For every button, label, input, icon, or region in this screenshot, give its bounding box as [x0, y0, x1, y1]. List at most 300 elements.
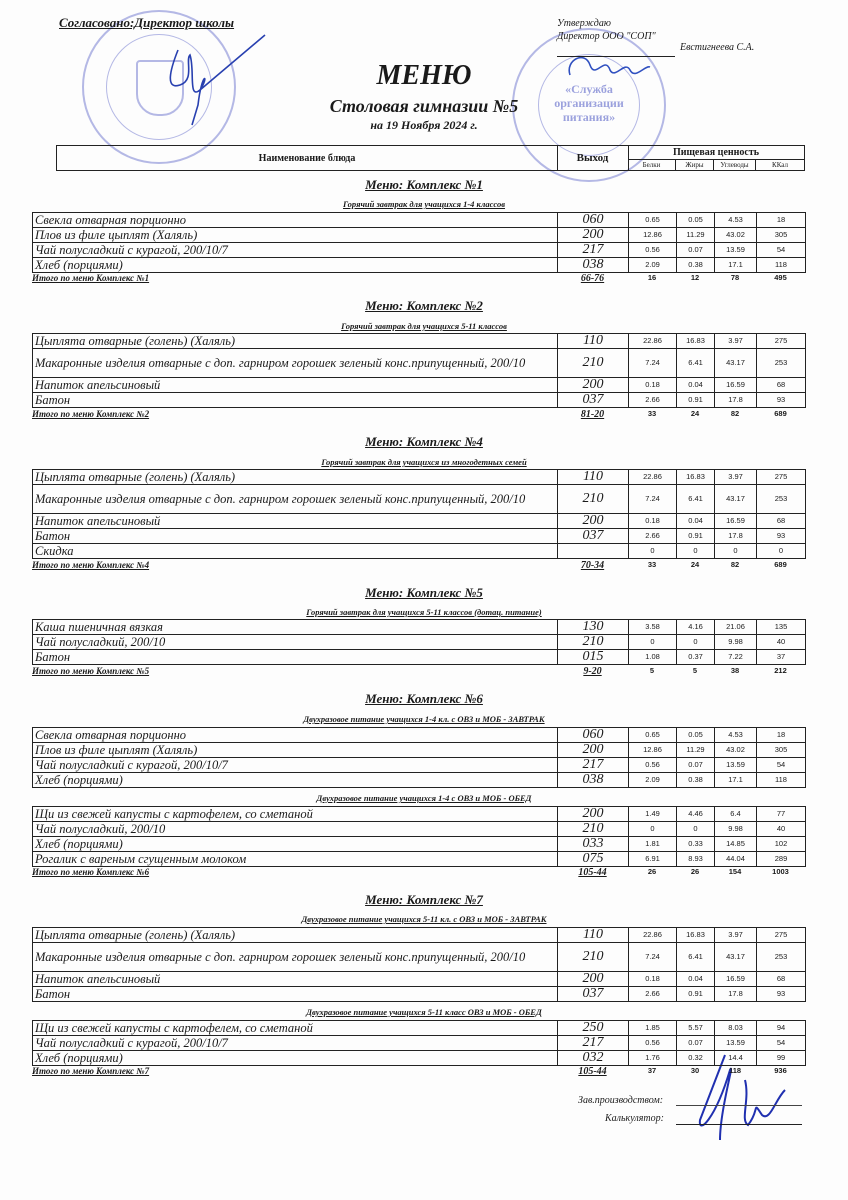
dish-name: Чай полусладкий, 200/10 — [33, 822, 558, 837]
total-label: Итого по меню Комплекс №4 — [32, 560, 150, 570]
total-kcal: 689 — [774, 409, 787, 418]
proteins-value: 2.66 — [629, 529, 677, 544]
total-proteins: 26 — [647, 867, 657, 876]
proteins-value: 0.56 — [629, 758, 677, 773]
col-carbs: Углеводы — [714, 160, 756, 171]
table-row — [33, 470, 806, 485]
carbs-value: 21.06 — [715, 620, 757, 635]
dish-output: 210 — [558, 349, 629, 378]
dish-table — [32, 927, 806, 1002]
fats-value: 0.91 — [677, 393, 715, 408]
fats-value: 0.38 — [677, 258, 715, 273]
fats-value: 4.46 — [677, 807, 715, 822]
table-row — [33, 228, 806, 243]
total-carbs: 38 — [730, 666, 740, 675]
fats-value: 0.32 — [677, 1051, 715, 1066]
proteins-value: 1.49 — [629, 807, 677, 822]
dish-name: Хлеб (порциями) — [33, 837, 558, 852]
dish-output: 130 — [558, 620, 629, 635]
proteins-value: 22.86 — [629, 928, 677, 943]
stamp-text-line: «Служба — [565, 82, 613, 96]
total-fats: 24 — [690, 560, 700, 569]
total-proteins: 33 — [647, 409, 657, 418]
dish-name: Напиток апельсиновый — [33, 378, 558, 393]
dish-name: Цыплята отварные (голень) (Халяль) — [33, 334, 558, 349]
carbs-value: 44.04 — [715, 852, 757, 867]
kcal-value: 118 — [757, 258, 806, 273]
carbs-value: 17.8 — [715, 529, 757, 544]
signature-line — [557, 56, 675, 57]
proteins-value: 0.56 — [629, 243, 677, 258]
col-fats: Жиры — [676, 160, 714, 171]
dish-table — [32, 469, 806, 559]
total-carbs: 82 — [730, 560, 740, 569]
carbs-value: 7.22 — [715, 650, 757, 665]
carbs-value: 43.02 — [715, 228, 757, 243]
carbs-value: 3.97 — [715, 470, 757, 485]
kcal-value: 68 — [757, 972, 806, 987]
total-price: 81-20 — [580, 409, 605, 420]
proteins-value: 3.58 — [629, 620, 677, 635]
section-total — [32, 409, 805, 421]
col-nutrition — [628, 146, 804, 170]
stamp-text-line: организации — [554, 96, 624, 110]
carbs-value: 17.1 — [715, 258, 757, 273]
table-row — [33, 943, 806, 972]
page-title: МЕНЮ — [376, 60, 472, 91]
dish-table — [32, 806, 806, 867]
table-row — [33, 243, 806, 258]
fats-value: 6.41 — [677, 485, 715, 514]
dish-output: 110 — [558, 470, 629, 485]
proteins-value: 7.24 — [629, 485, 677, 514]
fats-value: 0 — [677, 822, 715, 837]
proteins-value: 1.08 — [629, 650, 677, 665]
table-row — [33, 529, 806, 544]
col-kcal: ККал — [772, 161, 788, 169]
fats-value: 8.93 — [677, 852, 715, 867]
carbs-value: 3.97 — [715, 334, 757, 349]
dish-output: 200 — [558, 228, 629, 243]
carbs-value: 9.98 — [715, 635, 757, 650]
dish-name: Напиток апельсиновый — [33, 514, 558, 529]
section-total — [32, 867, 805, 879]
proteins-value: 0.65 — [629, 728, 677, 743]
section-title: Меню: Комплекс №2 — [365, 298, 483, 313]
total-carbs: 118 — [728, 1066, 742, 1075]
table-row — [33, 620, 806, 635]
dish-output: 037 — [558, 393, 629, 408]
dish-table — [32, 727, 806, 788]
proteins-value: 0.18 — [629, 514, 677, 529]
kcal-value: 305 — [757, 228, 806, 243]
kcal-value: 102 — [757, 837, 806, 852]
group-subtitle: Горячий завтрак для учащихся из многодетных семей — [321, 457, 527, 467]
dish-name: Рогалик с вареным сгущенным молоком — [33, 852, 558, 867]
table-row — [33, 852, 806, 867]
dish-name: Чай полусладкий с курагой, 200/10/7 — [33, 1036, 558, 1051]
dish-name: Щи из свежей капусты с картофелем, со сметаной — [33, 1021, 558, 1036]
section-title: Меню: Комплекс №1 — [365, 177, 483, 192]
carbs-value: 0 — [715, 544, 757, 559]
table-row — [33, 650, 806, 665]
dish-name: Напиток апельсиновый — [33, 972, 558, 987]
dish-name: Свекла отварная порционно — [33, 213, 558, 228]
total-fats: 5 — [692, 666, 698, 675]
total-kcal: 495 — [774, 273, 787, 282]
carbs-value: 13.59 — [715, 758, 757, 773]
total-kcal: 936 — [774, 1066, 787, 1075]
col-dish-name: Наименование блюда — [57, 146, 558, 170]
dish-output: 110 — [558, 928, 629, 943]
carbs-value: 17.1 — [715, 773, 757, 788]
group-subtitle: Двухразовое питание учащихся 5-11 класс ОВЗ и МОБ - ОБЕД — [306, 1007, 542, 1017]
stamp-text-line: питания» — [562, 110, 616, 124]
table-row — [33, 213, 806, 228]
proteins-value: 2.09 — [629, 258, 677, 273]
kcal-value: 94 — [757, 1021, 806, 1036]
proteins-value: 12.86 — [629, 743, 677, 758]
carbs-value: 3.97 — [715, 928, 757, 943]
kcal-value: 93 — [757, 529, 806, 544]
fats-value: 0.07 — [677, 758, 715, 773]
fats-value: 0.07 — [677, 243, 715, 258]
table-row — [33, 393, 806, 408]
total-carbs: 82 — [730, 409, 740, 418]
total-proteins: 33 — [647, 560, 657, 569]
group-subtitle: Горячий завтрак для учащихся 5-11 классов — [341, 321, 507, 331]
carbs-value: 13.59 — [715, 243, 757, 258]
proteins-value: 2.66 — [629, 987, 677, 1002]
fats-value: 16.83 — [677, 928, 715, 943]
table-row — [33, 822, 806, 837]
carbs-value: 4.53 — [715, 213, 757, 228]
production-head-signature-line — [676, 1105, 802, 1106]
dish-name: Хлеб (порциями) — [33, 1051, 558, 1066]
menu-date: на 19 Ноября 2024 г. — [370, 118, 478, 132]
dish-table — [32, 212, 806, 273]
dish-name: Батон — [33, 393, 558, 408]
total-proteins: 16 — [647, 273, 657, 282]
dish-output: 210 — [558, 635, 629, 650]
dish-output: 200 — [558, 807, 629, 822]
proteins-value: 0 — [629, 635, 677, 650]
kcal-value: 54 — [757, 1036, 806, 1051]
section-title: Меню: Комплекс №6 — [365, 691, 483, 706]
table-row — [33, 972, 806, 987]
fats-value: 0.38 — [677, 773, 715, 788]
carbs-value: 13.59 — [715, 1036, 757, 1051]
section-total — [32, 1066, 805, 1078]
dish-name: Батон — [33, 529, 558, 544]
kcal-value: 68 — [757, 378, 806, 393]
table-row — [33, 485, 806, 514]
calculator-signature-line — [676, 1124, 802, 1125]
table-row — [33, 987, 806, 1002]
dish-table — [32, 1020, 806, 1066]
fats-value: 16.83 — [677, 470, 715, 485]
proteins-value: 12.86 — [629, 228, 677, 243]
kcal-value: 54 — [757, 758, 806, 773]
carbs-value: 8.03 — [715, 1021, 757, 1036]
fats-value: 0 — [677, 544, 715, 559]
dish-output: 200 — [558, 972, 629, 987]
table-row — [33, 773, 806, 788]
dish-name: Макаронные изделия отварные с доп. гарниром горошек зеленый конс.припущенный, 200/10 — [33, 485, 558, 514]
kcal-value: 54 — [757, 243, 806, 258]
table-row — [33, 1021, 806, 1036]
proteins-value: 0.18 — [629, 972, 677, 987]
total-fats: 24 — [690, 409, 700, 418]
total-price: 66-76 — [580, 273, 605, 284]
carbs-value: 43.17 — [715, 943, 757, 972]
dish-output: 217 — [558, 758, 629, 773]
kcal-value: 275 — [757, 334, 806, 349]
proteins-value: 22.86 — [629, 470, 677, 485]
fats-value: 0.04 — [677, 972, 715, 987]
col-nutrition-title: Пищевая ценность — [628, 146, 804, 160]
table-row — [33, 928, 806, 943]
dish-name: Свекла отварная порционно — [33, 728, 558, 743]
fats-value: 0.91 — [677, 987, 715, 1002]
carbs-value: 16.59 — [715, 972, 757, 987]
section-total — [32, 560, 805, 572]
kcal-value: 37 — [757, 650, 806, 665]
total-label: Итого по меню Комплекс №1 — [32, 273, 150, 283]
proteins-value: 2.66 — [629, 393, 677, 408]
table-row — [33, 758, 806, 773]
total-fats: 26 — [690, 867, 700, 876]
carbs-value: 14.85 — [715, 837, 757, 852]
table-row — [33, 837, 806, 852]
dish-name: Щи из свежей капусты с картофелем, со сметаной — [33, 807, 558, 822]
dish-output: 217 — [558, 1036, 629, 1051]
proteins-value: 1.81 — [629, 837, 677, 852]
kcal-value: 253 — [757, 485, 806, 514]
total-price: 105-44 — [578, 867, 607, 878]
total-price: 70-34 — [580, 560, 605, 571]
calculator-label: Калькулятор: — [605, 1113, 664, 1124]
dish-output: 210 — [558, 822, 629, 837]
proteins-value: 2.09 — [629, 773, 677, 788]
fats-value: 16.83 — [677, 334, 715, 349]
fats-value: 5.57 — [677, 1021, 715, 1036]
total-price: 9-20 — [583, 666, 602, 677]
proteins-value: 22.86 — [629, 334, 677, 349]
dish-name: Каша пшеничная вязкая — [33, 620, 558, 635]
kcal-value: 93 — [757, 393, 806, 408]
dish-name: Чай полусладкий, 200/10 — [33, 635, 558, 650]
total-label: Итого по меню Комплекс №6 — [32, 867, 150, 877]
approver-position: Директор ООО "СОП" — [557, 31, 656, 42]
total-carbs: 78 — [730, 273, 740, 282]
production-head-label: Зав.производством: — [578, 1095, 664, 1106]
col-proteins: Белки — [628, 160, 676, 171]
dish-name: Хлеб (порциями) — [33, 773, 558, 788]
dish-name: Макаронные изделия отварные с доп. гарниром горошек зеленый конс.припущенный, 200/10 — [33, 943, 558, 972]
kcal-value: 77 — [757, 807, 806, 822]
carbs-value: 14.4 — [715, 1051, 757, 1066]
dish-output: 075 — [558, 852, 629, 867]
fats-value: 0.04 — [677, 514, 715, 529]
kcal-value: 275 — [757, 470, 806, 485]
table-row — [33, 1051, 806, 1066]
dish-table — [32, 333, 806, 408]
table-row — [33, 544, 806, 559]
total-fats: 12 — [690, 273, 700, 282]
total-kcal: 689 — [774, 560, 787, 569]
table-row — [33, 349, 806, 378]
table-row — [33, 728, 806, 743]
dish-output: 210 — [558, 943, 629, 972]
dish-output: 038 — [558, 773, 629, 788]
dish-output: 037 — [558, 529, 629, 544]
proteins-value: 6.91 — [629, 852, 677, 867]
section-total — [32, 666, 805, 678]
dish-name: Чай полусладкий с курагой, 200/10/7 — [33, 758, 558, 773]
kcal-value: 305 — [757, 743, 806, 758]
table-row — [33, 1036, 806, 1051]
carbs-value: 17.8 — [715, 393, 757, 408]
total-price: 105-44 — [578, 1066, 607, 1077]
dish-name: Плов из филе цыплят (Халяль) — [33, 743, 558, 758]
kcal-value: 0 — [757, 544, 806, 559]
section-title: Меню: Комплекс №5 — [365, 585, 483, 600]
fats-value: 0.07 — [677, 1036, 715, 1051]
kcal-value: 93 — [757, 987, 806, 1002]
dish-output: 210 — [558, 485, 629, 514]
group-subtitle: Горячий завтрак для учащихся 1-4 классов — [342, 199, 506, 209]
group-subtitle: Двухразовое питание учащихся 1-4 кл. с ОВЗ и МОБ - ЗАВТРАК — [303, 714, 545, 724]
fats-value: 11.29 — [677, 743, 715, 758]
fats-value: 6.41 — [677, 349, 715, 378]
total-carbs: 154 — [728, 867, 742, 876]
table-row — [33, 743, 806, 758]
table-row — [33, 334, 806, 349]
dish-output: 038 — [558, 258, 629, 273]
total-fats: 30 — [690, 1066, 700, 1075]
dish-output: 250 — [558, 1021, 629, 1036]
approve-label: Утверждаю — [557, 18, 611, 29]
dish-table — [32, 619, 806, 665]
fats-value: 0.91 — [677, 529, 715, 544]
dish-output: 200 — [558, 378, 629, 393]
carbs-value: 43.17 — [715, 349, 757, 378]
dish-output: 200 — [558, 743, 629, 758]
dish-name: Макаронные изделия отварные с доп. гарниром горошек зеленый конс.припущенный, 200/10 — [33, 349, 558, 378]
fats-value: 6.41 — [677, 943, 715, 972]
dish-output: 033 — [558, 837, 629, 852]
table-row — [33, 258, 806, 273]
kcal-value: 40 — [757, 822, 806, 837]
kcal-value: 68 — [757, 514, 806, 529]
dish-output: 037 — [558, 987, 629, 1002]
total-label: Итого по меню Комплекс №5 — [32, 666, 150, 676]
dish-name: Скидка — [33, 544, 558, 559]
dish-name: Цыплята отварные (голень) (Халяль) — [33, 928, 558, 943]
proteins-value: 0.56 — [629, 1036, 677, 1051]
fats-value: 4.16 — [677, 620, 715, 635]
dish-output: 060 — [558, 213, 629, 228]
total-proteins: 37 — [647, 1066, 657, 1075]
dish-output: 217 — [558, 243, 629, 258]
kcal-value: 40 — [757, 635, 806, 650]
proteins-value: 0 — [629, 822, 677, 837]
carbs-value: 4.53 — [715, 728, 757, 743]
proteins-value: 0.18 — [629, 378, 677, 393]
carbs-value: 9.98 — [715, 822, 757, 837]
kcal-value: 99 — [757, 1051, 806, 1066]
fats-value: 0.05 — [677, 728, 715, 743]
dish-name: Батон — [33, 987, 558, 1002]
proteins-value: 0.65 — [629, 213, 677, 228]
carbs-value: 16.59 — [715, 514, 757, 529]
table-row — [33, 807, 806, 822]
dish-output: 015 — [558, 650, 629, 665]
page-subtitle: Столовая гимназии №5 — [329, 96, 519, 116]
kcal-value: 289 — [757, 852, 806, 867]
dish-name: Плов из филе цыплят (Халяль) — [33, 228, 558, 243]
group-subtitle: Двухразовое питание учащихся 1-4 с ОВЗ и МОБ - ОБЕД — [316, 793, 532, 803]
carbs-value: 43.17 — [715, 485, 757, 514]
agreed-by-director: Согласовано:Директор школы — [59, 15, 235, 30]
dish-name: Цыплята отварные (голень) (Халяль) — [33, 470, 558, 485]
table-row — [33, 635, 806, 650]
dish-output: 032 — [558, 1051, 629, 1066]
dish-output: 200 — [558, 514, 629, 529]
proteins-value: 7.24 — [629, 349, 677, 378]
fats-value: 0.33 — [677, 837, 715, 852]
section-title: Меню: Комплекс №4 — [365, 434, 483, 449]
total-kcal: 1003 — [772, 867, 789, 876]
kcal-value: 253 — [757, 349, 806, 378]
kcal-value: 253 — [757, 943, 806, 972]
column-header — [56, 145, 805, 171]
dish-name: Чай полусладкий с курагой, 200/10/7 — [33, 243, 558, 258]
dish-name: Хлеб (порциями) — [33, 258, 558, 273]
fats-value: 0.37 — [677, 650, 715, 665]
kcal-value: 275 — [757, 928, 806, 943]
fats-value: 0.04 — [677, 378, 715, 393]
table-row — [33, 514, 806, 529]
kcal-value: 18 — [757, 728, 806, 743]
dish-output: 110 — [558, 334, 629, 349]
proteins-value: 0 — [629, 544, 677, 559]
section-total — [32, 273, 805, 285]
carbs-value: 16.59 — [715, 378, 757, 393]
group-subtitle: Двухразовое питание учащихся 5-11 кл. с ОВЗ и МОБ - ЗАВТРАК — [301, 914, 547, 924]
carbs-value: 43.02 — [715, 743, 757, 758]
proteins-value: 1.85 — [629, 1021, 677, 1036]
dish-output: 060 — [558, 728, 629, 743]
section-title: Меню: Комплекс №7 — [365, 892, 483, 907]
col-output: Выход — [557, 146, 629, 170]
total-label: Итого по меню Комплекс №2 — [32, 409, 150, 419]
carbs-value: 17.8 — [715, 987, 757, 1002]
total-kcal: 212 — [774, 666, 787, 675]
fats-value: 0 — [677, 635, 715, 650]
fats-value: 11.29 — [677, 228, 715, 243]
total-label: Итого по меню Комплекс №7 — [32, 1066, 150, 1076]
dish-output — [558, 544, 629, 559]
kcal-value: 118 — [757, 773, 806, 788]
kcal-value: 135 — [757, 620, 806, 635]
approval-block — [557, 17, 656, 43]
total-proteins: 5 — [649, 666, 655, 675]
fats-value: 0.05 — [677, 213, 715, 228]
group-subtitle: Горячий завтрак для учащихся 5-11 классов (дотац. питание) — [306, 607, 542, 617]
table-row — [33, 378, 806, 393]
